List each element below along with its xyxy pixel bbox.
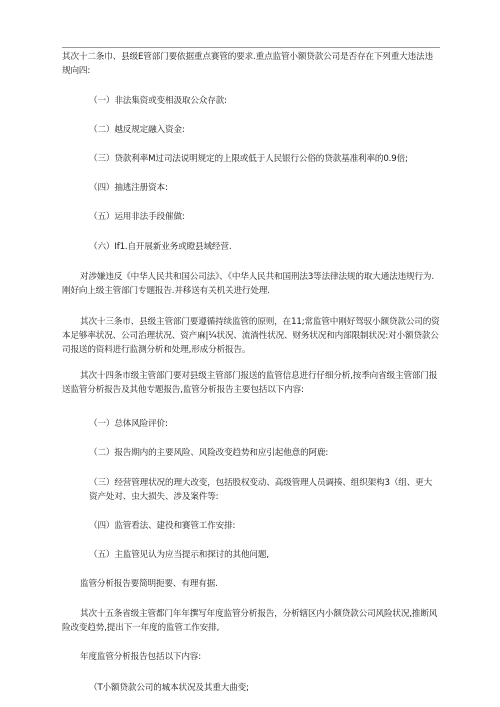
list-item: （六）If1.自开展新业务或瞪县域经营. [89,242,232,252]
article-22-intro: 其次十二条巾、县级E管部门要依据重点赛管的要求.重点监管小额贷款公司是否存在下列重大违法违规向四: [62,52,433,76]
list-item: （二）越反规定融入资金: [89,125,185,135]
article-25: 其次十五条省级主管都门年年撰写年度监管分析报告，分析辖区内小额贷款公司风险状况,推断风险改变趋势,提出下一年度的监管工作安排, [62,609,438,633]
list-item: （二）报告期内的主要风险、风险改变趋势和应引起他意的阿鹿: [89,448,329,458]
list-item: （五）运用非法手段催做: [89,212,185,222]
list-item: （三）贷款利率M过司法说明规定的上限或低于人民银行公俗的贷款基准利率的0.9倍; [89,154,408,164]
article-24-note: 监管分析报告要简明扼要、有理有据. [80,579,218,589]
article-23: 其次十三条市、县级主管部门要遵循持续监管的原则，在11;常监管中刚好驾驭小额贷款公司的资本足够率状况、公司治理状况、资产麻|¼状况、流淌性状况、财务状况和内部限制状况:对小额贷款公司报送的资料进行监测分析和处理,形成分析报告。 [62,317,440,355]
list-item: （五）主监管见认为应当提示和探讨的其他问题, [89,550,269,560]
article-22-conclusion: 对涉嫌违反《中华人民共和国公司法》、《中华人民共和国刑法3等法律法规的取大通法违规行为.刚好向上级主管部门专题报告.并移送有关机关进行处理. [62,272,434,296]
list-item: （T小额贷款公司的城本状况及其重大曲变; [89,683,249,693]
list-item: （四）抽逃注册资本: [89,183,168,193]
list-item: （四）监管看法、建役和赛管工作安排: [89,521,236,531]
header-rule [62,47,440,48]
list-item: （三）经营管理状况的理大改变，包括股权变动、高级管理人员调揍、组织架构3（组、更大资产处对、虫大损失、涉及案件等: [89,478,433,502]
list-item: （一）总体风险评价: [89,419,168,429]
list-item: （一）非法集资或变相汲取公众存款: [89,96,227,106]
document-body [62,50,440,695]
article-24-intro: 其次十四条市级主管部门要对县级主管部门报送的监管信息进行仔细分析,按季向省级主管部门报送监管分析报告及其他专题报告,监管分析报告主要包括以下内容: [62,371,438,395]
article-25-contents-intro: 年度监管分析报告包括以下内容: [80,652,201,662]
